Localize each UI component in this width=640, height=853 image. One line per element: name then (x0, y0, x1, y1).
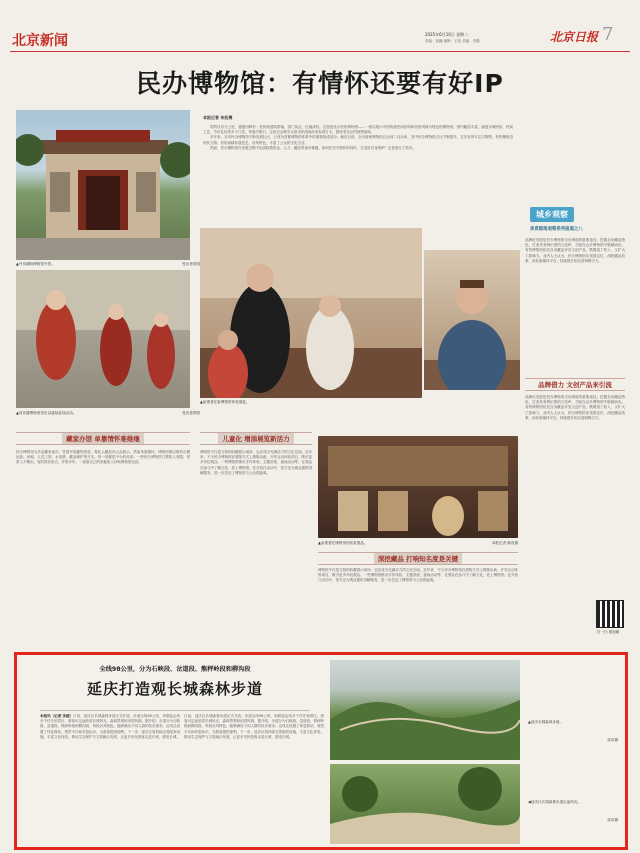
gate-credit: 受访者供图 (182, 262, 200, 266)
bottom-article-text (40, 714, 180, 842)
left-column-text: 民办博物馆大多由藏家创办，凭借对收藏的热爱，将私人藏品向公众展示。然而单靠情怀，博物馆难以维持长期运营。房租、人员工资、水电费、藏品保护等开支，每一项都是不小的负担。一些民办博物馆门票收入有限，常常入不敷出。有的馆长坦言，开馆多年，一直靠自己的其他收入补贴博物馆运营。 (16, 450, 190, 465)
forest-credit: 张卓摄 (607, 818, 618, 822)
middle-column-text: 博物馆不仅是文物的收藏展示场所，也应成为充满活力的文化空间。近年来，不少民办博物馆在展陈方式上推陈出新，开发互动体验项目，吸引更多年轻观众。一些博物馆推出手作体验、主题讲座、夜场活动等，让观众在参与中了解文化、爱上博物馆。在开放日活动中，馆方还为观众提供讲解服务，进一步拉近了博物馆与公众的距离。 (200, 450, 312, 475)
column-tag (530, 202, 624, 230)
hall-illustration (318, 436, 518, 538)
paper-logo: 北京日报 (550, 30, 599, 44)
bottom-byline: 本报讯（记者 李振） (40, 714, 74, 718)
page-number: 7 (602, 24, 614, 45)
subhead-brand (525, 378, 625, 391)
lead-para-1: 国贸以东几公里，通惠河畔有一处传统建筑群落，拱门灰瓦、红墙漆柱。这里是北京民俗博物馆——一座以展示中国传统民间信仰和民俗风情为特色的博物馆。馆内藏品丰富，涵盖京城民俗、民间工艺、节庆礼仪等多个门类，每逢节假日，这里总会吸引大批市民游客前来参观打卡，感受老北京的独特韵味。 (203, 125, 513, 135)
subhead-children-label: 儿童化 增添展览新活力 (218, 433, 293, 444)
page-title: 民办博物馆：有情怀还要有好IP (136, 69, 504, 98)
forest-caption: ◀延庆区长城森林步道沿途风光。 (528, 800, 582, 804)
bottom-text-1: 日前，延庆区长城森林步道正式开放。步道全线98公里，串联起沿线多个村庄和景区，游客可沿途欣赏长城风光、森林景观和田园风貌。据介绍，步道分为石峡段、岔道段、熊秤岭段和柳沟段，每段各具特色，能够满足不同人群的徒步需求。沿线还设置了休息驿站、观景平台和导览标识，为游客提供便利。下一步，延庆区将持续完善配套设施，丰富文化体验，推动生态保护与文旅融合发展，让更多市民游客走进长城、感受长城。 (40, 714, 180, 739)
lead-para-2: 多年来，本市民办博物馆不断发展壮大，已成为首都博物馆体系中的重要组成部分。截至目前，全市备案博物馆已达到二百余家，其中民办博物馆占比不断提升。它们有的专注古陶瓷、有的聚焦近现代文物、有的深耕非遗技艺，各具特色，丰富了公众的文化生活。 (203, 135, 513, 145)
great-wall-hill-photo (330, 660, 520, 760)
subhead-children (200, 432, 312, 445)
gate-illustration (16, 110, 190, 260)
bottom-divider (40, 710, 310, 711)
right-column-text-2: 品牌化发展是民办博物馆走出困境的重要途径。挖掘自身藏品特色，打造具有辨识度的文化IP，才能在众多博物馆中脱颖而出。有的博物馆依托自身藏品开发文创产品，既增加了收入，又扩大了影响力。业内人士认为，民办博物馆应找准定位，深挖藏品故事，用好新媒体平台，持续提升知名度和吸引力。 (525, 395, 625, 420)
column-tag-sub: 美育群落观察系列报道之八 (530, 227, 583, 232)
hall-caption: ▲参观者在博物馆内欣赏展品。 (318, 541, 368, 545)
subhead-brand-label: 品牌借力 文创产品来引流 (534, 379, 616, 390)
hill-credit: 张卓摄 (607, 738, 618, 742)
performers-credit: 受访者供图 (182, 411, 200, 415)
column-tag-label: 城乡观察 (530, 207, 574, 222)
article-byline: 本报记者 朱松梅 (203, 115, 233, 120)
gate-caption: ▲丹凤朝阳博物馆外景。 (16, 262, 55, 266)
bottom-article-text-2: 日前，延庆区长城森林步道正式开放。步道全线98公里，串联起沿线多个村庄和景区，游客可沿途欣赏长城风光、森林景观和田园风貌。据介绍，步道分为石峡段、岔道段、熊秤岭段和柳沟段，每段各具特色，能够满足不同人群的徒步需求。沿线还设置了休息驿站、观景平台和导览标识，为游客提供便利。下一步，延庆区将持续完善配套设施，丰富文化体验，推动生态保护与文旅融合发展，让更多市民游客走进长城、感受长城。 (184, 714, 324, 739)
bottom-kicker: 全线98公里，分为石峡段、岔道段、熊秤岭段和柳沟段 (99, 666, 251, 673)
performers-caption: ▲同乐器博物馆馆员以盛装参加活动。 (16, 411, 77, 415)
forest-illustration (330, 764, 520, 844)
guide-illustration (424, 250, 520, 390)
lead-para-3: 然而，民办博物馆在发展过程中也面临着资金、人才、藏品等诸多难题。如何在坚守情怀的同时，打造好自身的IP？记者进行了采访。 (210, 145, 416, 150)
hall-photo (318, 436, 518, 538)
performers-illustration (16, 270, 190, 408)
issue-date: 2025年6月10日 星期二 (425, 32, 469, 37)
subhead-collection (318, 552, 518, 565)
guide-photo (424, 250, 520, 390)
middle-right-text: 博物馆不仅是文物的收藏展示场所，也应成为充满活力的文化空间。近年来，不少民办博物馆在展陈方式上推陈出新，开发互动体验项目，吸引更多年轻观众。一些博物馆推出手作体验、主题讲座、夜场活动等，让观众在参与中了解文化、爱上博物馆。在开放日活动中，馆方还为观众提供讲解服务，进一步拉近了博物馆与公众的距离。 (318, 568, 518, 583)
costume-performers-photo (16, 270, 190, 408)
subhead-collectors-label: 藏家办馆 单靠情怀难维继 (62, 433, 144, 444)
bottom-title: 延庆打造观长城森林步道 (86, 680, 263, 698)
visitors-photo (200, 228, 422, 398)
section-name: 北京新闻 (12, 33, 68, 49)
masthead (10, 20, 630, 52)
visitors-illustration (200, 228, 422, 398)
subhead-collection-label: 深挖藏品 打响知名度是关键 (374, 553, 462, 564)
editor-line: 责编：崔巍 编辑：王凯 美编：李磊 (425, 39, 480, 43)
hill-illustration (330, 660, 520, 760)
qr-caption: 扫一扫 看视频 (596, 630, 620, 634)
forest-trail-photo (330, 764, 520, 844)
subhead-collectors (16, 432, 190, 445)
hall-credit: 本报记者 陈浩摄 (491, 541, 518, 545)
right-column-text-1: 品牌化发展是民办博物馆走出困境的重要途径。挖掘自身藏品特色，打造具有辨识度的文化IP，才能在众多博物馆中脱颖而出。有的博物馆依托自身藏品开发文创产品，既增加了收入，又扩大了影响力。业内人士认为，民办博物馆应找准定位，深挖藏品故事，用好新媒体平台，持续提升知名度和吸引力。 (525, 238, 625, 263)
hill-caption: ▲延庆长城森林步道。 (528, 720, 564, 724)
lead-paragraphs (203, 125, 513, 187)
museum-gate-photo (16, 110, 190, 260)
video-qr-code[interactable] (596, 600, 624, 628)
visitors-caption: ▲参观者在新博物馆体验展览。 (200, 400, 250, 404)
